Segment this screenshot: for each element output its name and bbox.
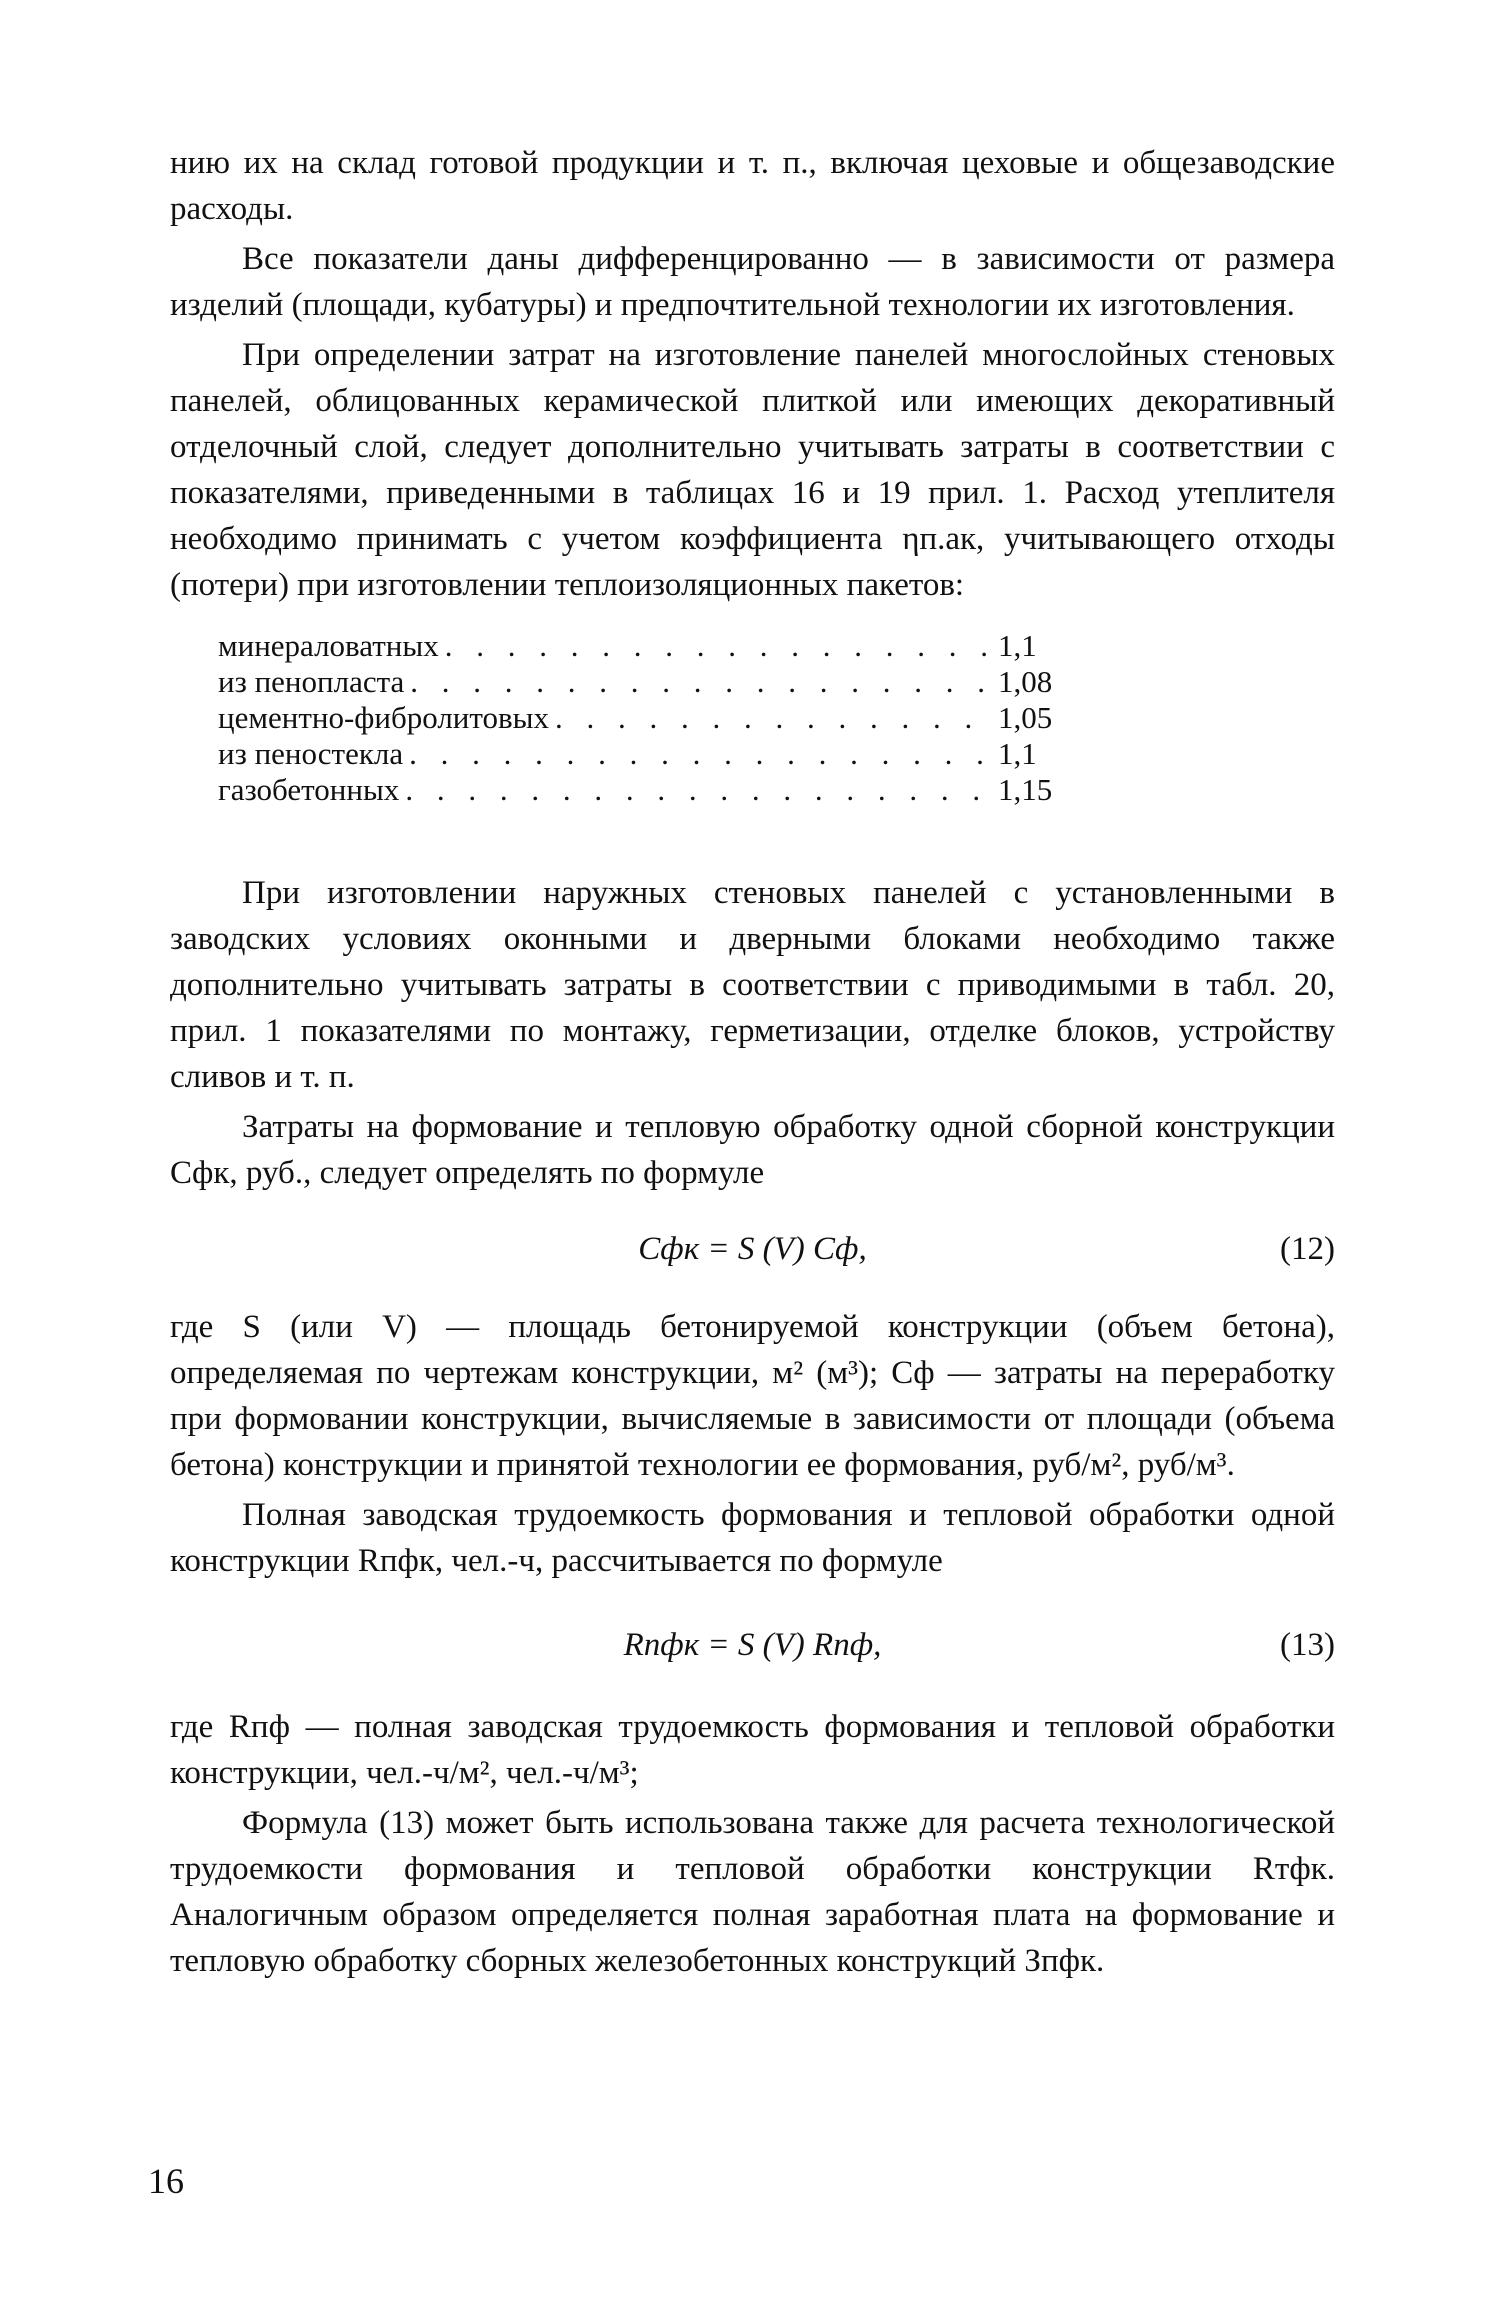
paragraph-8: где Rпф — полная заводская трудоемкость формования и тепловой обработки конструкции, чел.-ч/м², чел.-ч/м³; <box>170 1709 1335 1791</box>
paragraph-6: где S (или V) — площадь бетонируемой конструкции (объем бетона), определяемая по чертежам конструкции, м² (м³); Cф — затраты на переработку при формовании конструкции, вычисляемые в зависимости от площади (объема бетона) конструкции и принятой технологии ее формования, руб/м², руб/м³. <box>170 1309 1335 1483</box>
formula-number: (13) <box>1280 1627 1335 1663</box>
coefficient-row <box>218 700 1068 736</box>
paragraph-9: Формула (13) может быть использована также для расчета технологической трудоемкости формования и тепловой обработки конструкции Rтфк. Аналогичным образом определяется полная заработная плата на формование и тепловую обработку сборных железобетонных конструкций Зпфк. <box>170 1805 1335 1979</box>
dot-leader <box>445 628 992 664</box>
formula-number: (12) <box>1280 1231 1335 1267</box>
dot-leader <box>405 772 992 808</box>
coefficient-value: 1,05 <box>998 700 1053 735</box>
coefficient-label: из пенопласта <box>218 664 405 699</box>
body-text <box>170 140 1335 1988</box>
coefficient-value: 1,08 <box>998 664 1053 699</box>
coefficient-row <box>218 628 1068 664</box>
formula-13 <box>170 1614 1335 1676</box>
page-number: 16 <box>148 2161 184 2201</box>
coefficient-row <box>218 664 1068 700</box>
coefficient-list <box>218 628 1068 808</box>
paragraph-7: Полная заводская трудоемкость формования и тепловой обработки одной конструкции Rпфк, чел.-ч, рассчитывается по формуле <box>170 1497 1335 1579</box>
coefficient-value: 1,15 <box>998 772 1053 807</box>
coefficient-row <box>218 736 1068 772</box>
coefficient-label: цементно-фибролитовых <box>218 700 549 735</box>
formula-12 <box>170 1218 1335 1280</box>
dot-leader <box>409 736 992 772</box>
dot-leader <box>410 664 992 700</box>
paragraph-1: нию их на склад готовой продукции и т. п., включая цеховые и общезаводские расходы. <box>170 145 1335 227</box>
coefficient-value: 1,1 <box>998 628 1037 663</box>
formula-expression: Cфк = S (V) Cф, <box>638 1231 867 1267</box>
paragraph-2: Все показатели даны дифференцированно — в зависимости от размера изделий (площади, кубатуры) и предпочтительной технологии их изготовления. <box>170 241 1335 323</box>
coefficient-value: 1,1 <box>998 736 1037 771</box>
formula-expression: Rпфк = S (V) Rпф, <box>623 1627 882 1663</box>
paragraph-3: При определении затрат на изготовление панелей многослойных стеновых панелей, облицованных керамической плиткой или имеющих декоративный отделочный слой, следует дополнительно учитывать затраты в соответствии с показателями, приведенными в таблицах 16 и 19 прил. 1. Расход утеплителя необходимо принимать с учетом коэффициента ηп.ак, учитывающего отходы (потери) при изготовлении теплоизоляционных пакетов: <box>170 337 1335 603</box>
paragraph-5: Затраты на формование и тепловую обработку одной сборной конструкции Cфк, руб., следует определять по формуле <box>170 1109 1335 1191</box>
coefficient-label: газобетонных <box>218 772 400 807</box>
dot-leader <box>555 700 992 736</box>
coefficient-label: из пеностекла <box>218 736 404 771</box>
coefficient-label: минераловатных <box>218 628 439 663</box>
coefficient-row <box>218 772 1068 808</box>
paragraph-4: При изготовлении наружных стеновых панелей с установленными в заводских условиях оконными и дверными блоками необходимо также дополнительно учитывать затраты в соответствии с приводимыми в табл. 20, прил. 1 показателями по монтажу, герметизации, отделке блоков, устройству сливов и т. п. <box>170 875 1335 1095</box>
